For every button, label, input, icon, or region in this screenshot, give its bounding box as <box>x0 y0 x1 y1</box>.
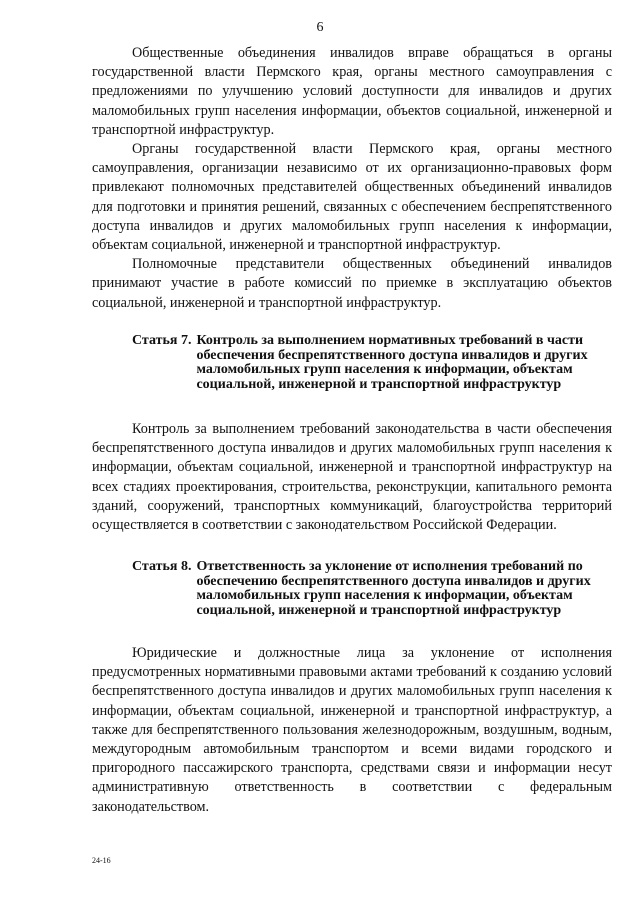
article-7-label: Статья 7. <box>132 333 192 348</box>
page-number: 6 <box>316 20 324 35</box>
intro-section <box>92 44 612 313</box>
article-7-title: Контроль за выполнением нормативных требований в части обеспечения беспрепятственного доступа инвалидов и других маломобильных групп населения к информации, объектам социальной, инженерной и транспортной инфраструктур <box>196 333 588 392</box>
article-7-heading <box>132 334 612 392</box>
article-7-body <box>92 420 612 535</box>
article-8-heading <box>132 560 612 618</box>
paragraph-public-associations: Общественные объединения инвалидов вправе обращаться в органы государственной власти Пермского края, органы местного самоуправления с предложениями по улучшению условий доступности для инвалидов и других маломобильных групп населения информации, объектов социальной, инженерной и транспортной инфраструктур. <box>92 45 612 138</box>
paragraph-government-bodies: Органы государственной власти Пермского края, органы местного самоуправления, организации независимо от их организационно-правовых форм привлекают полномочных представителей общественных объединений инвалидов для подготовки и принятия решений, связанных с обеспечением беспрепятственного доступа инвалидов и других маломобильных групп населения к информации, объектам социальной, инженерной и транспортной инфраструктур. <box>92 141 612 254</box>
article-8-body <box>92 644 612 817</box>
article-7-paragraph: Контроль за выполнением требований законодательства в части обеспечения беспрепятственного доступа инвалидов и других маломобильных групп населения к информации, объектам социальной, инженерной и транспортной инфраструктур на всех стадиях проектирования, строительства, реконструкции, капитального ремонта зданий, сооружений, транспортных коммуникаций, благоустройства территорий осуществляется в соответствии с законодательством Российской Федерации. <box>92 421 612 534</box>
paragraph-representatives: Полномочные представители общественных объединений инвалидов принимают участие в работе комиссий по приемке в эксплуатацию объектов социальной, инженерной и транспортной инфраструктур. <box>92 256 612 311</box>
article-8-title: Ответственность за уклонение от исполнения требований по обеспечению беспрепятственного доступа инвалидов и других маломобильных групп населения к информации, объектам социальной, инженерной и транспортной инфраструктур <box>196 559 591 618</box>
article-8-label: Статья 8. <box>132 559 192 574</box>
footer-code: 24-16 <box>92 856 111 865</box>
article-8-paragraph: Юридические и должностные лица за уклонение от исполнения предусмотренных нормативными правовыми актами требований к созданию условий беспрепятственного доступа инвалидов и других маломобильных групп населения к информации, объектам социальной, инженерной и транспортной инфраструктур, а также для беспрепятственного пользования железнодорожным, воздушным, водным, междугородным автомобильным транспортом и всеми видами городского и пригородного пассажирского транспорта, средствами связи и информации несут административную ответственность в соответствии с федеральным законодательством. <box>92 645 612 815</box>
